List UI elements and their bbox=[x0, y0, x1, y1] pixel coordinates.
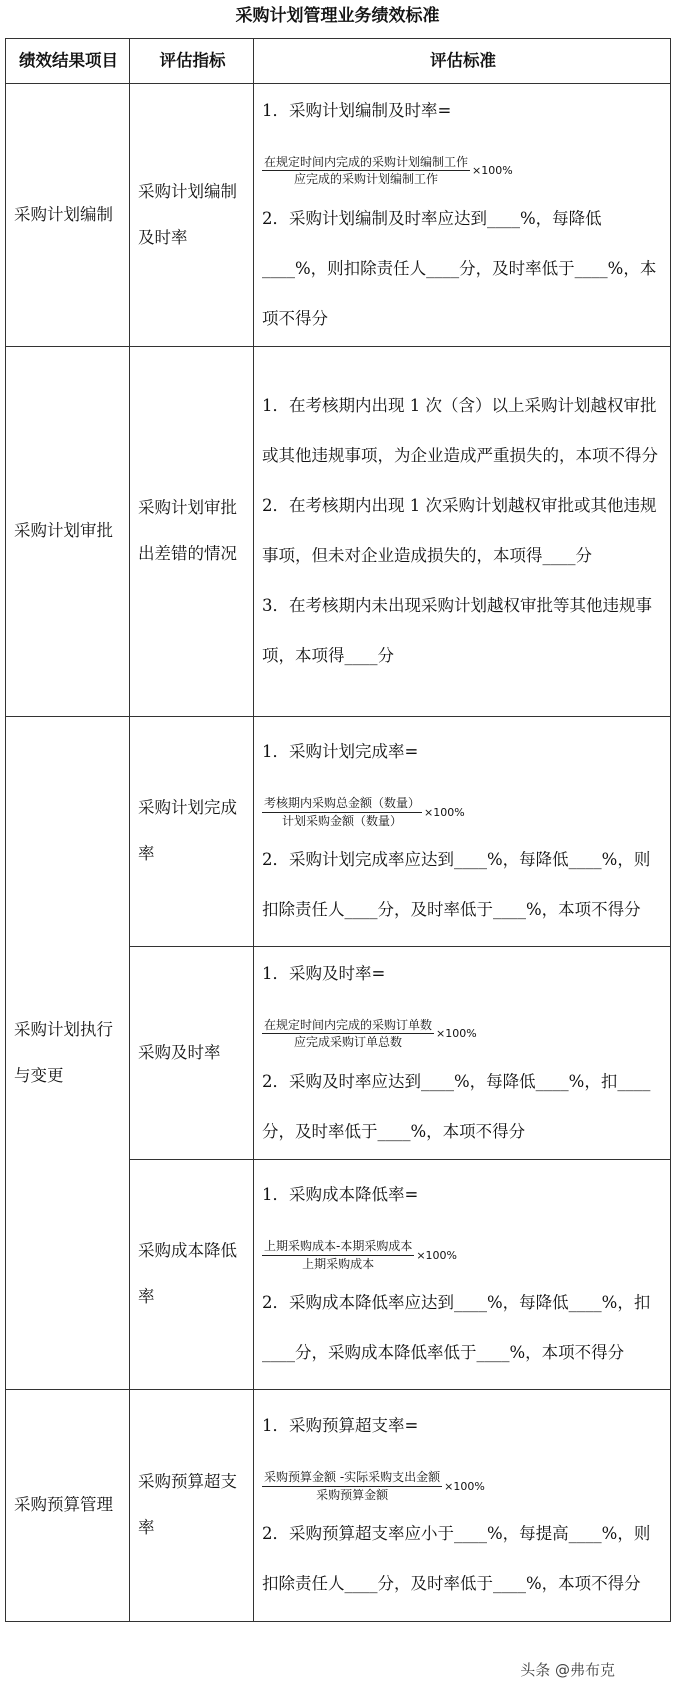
table-header-row bbox=[6, 39, 671, 84]
fraction-multiplier: ×100% bbox=[416, 1248, 458, 1262]
table-row bbox=[6, 84, 671, 347]
standard-line: 3．在考核期内未出现采购计划越权审批等其他违规事项，本项得____分 bbox=[262, 596, 652, 666]
standard-line: 2．采购成本降低率应达到____%，每降低____%，扣____分，采购成本降低率低于____%，本项不得分 bbox=[262, 1293, 651, 1363]
fraction-denominator: 应完成采购订单总数 bbox=[294, 1035, 403, 1050]
cell-indicator: 采购计划审批出差错的情况 bbox=[130, 346, 254, 716]
cell-indicator: 采购计划完成率 bbox=[130, 716, 254, 946]
table-row bbox=[6, 1389, 671, 1621]
cell-standard bbox=[254, 716, 671, 946]
standard-line: 1．在考核期内出现 1 次（含）以上采购计划越权审批或其他违规事项，为企业造成严重损失的，本项不得分 bbox=[262, 396, 658, 466]
fraction-multiplier: ×100% bbox=[436, 1027, 477, 1041]
fraction-numerator: 采购预算金额 -实际采购支出金额 bbox=[262, 1470, 442, 1486]
standard-line: 2．采购计划编制及时率应达到____%，每降低____%，则扣除责任人____分，及时率低于____%，本项不得分 bbox=[262, 208, 657, 328]
cell-standard bbox=[254, 1159, 671, 1389]
table-row bbox=[6, 346, 671, 716]
fraction-multiplier: ×100% bbox=[472, 164, 513, 178]
fraction-denominator: 采购预算金额 bbox=[316, 1487, 389, 1502]
formula-fraction bbox=[262, 789, 465, 835]
fraction-numerator: 在规定时间内完成的采购订单数 bbox=[262, 1018, 434, 1034]
cell-item: 采购计划编制 bbox=[6, 84, 130, 347]
header-item: 绩效结果项目 bbox=[6, 39, 130, 84]
standard-line: 2．采购及时率应达到____%，每降低____%，扣____分，及时率低于____%，本项不得分 bbox=[262, 1071, 651, 1141]
standard-line: 1．采购计划编制及时率= bbox=[262, 101, 452, 120]
formula-fraction bbox=[262, 1011, 477, 1057]
standard-line: 1．采购及时率= bbox=[262, 963, 386, 983]
cell-indicator: 采购及时率 bbox=[130, 946, 254, 1159]
fraction-numerator: 上期采购成本-本期采购成本 bbox=[262, 1239, 414, 1255]
fraction-numerator: 考核期内采购总金额（数量） bbox=[262, 796, 422, 812]
cell-indicator: 采购成本降低率 bbox=[130, 1159, 254, 1389]
table-row bbox=[6, 716, 671, 946]
cell-item: 采购预算管理 bbox=[6, 1389, 130, 1621]
fraction-denominator: 计划采购金额（数量） bbox=[282, 813, 403, 828]
formula-fraction bbox=[262, 148, 513, 194]
cell-standard bbox=[254, 1389, 671, 1621]
cell-indicator: 采购计划编制及时率 bbox=[130, 84, 254, 347]
cell-item: 采购计划执行与变更 bbox=[6, 716, 130, 1389]
cell-standard bbox=[254, 946, 671, 1159]
performance-table bbox=[5, 38, 671, 1622]
standard-line: 1．采购成本降低率= bbox=[262, 1185, 419, 1205]
standard-line: 2．在考核期内出现 1 次采购计划越权审批或其他违规事项，但未对企业造成损失的，本项得____分 bbox=[262, 496, 657, 566]
standard-line: 2．采购计划完成率应达到____%，每降低____%，则扣除责任人____分，及时率低于____%，本项不得分 bbox=[262, 850, 651, 920]
fraction-multiplier: ×100% bbox=[424, 805, 465, 819]
cell-item: 采购计划审批 bbox=[6, 346, 130, 716]
fraction-multiplier: ×100% bbox=[444, 1479, 485, 1493]
standard-line: 2．采购预算超支率应小于____%，每提高____%，则扣除责任人____分，及时率低于____%，本项不得分 bbox=[262, 1524, 651, 1594]
header-standard: 评估标准 bbox=[254, 39, 671, 84]
fraction-numerator: 在规定时间内完成的采购计划编制工作 bbox=[262, 155, 470, 171]
cell-standard bbox=[254, 84, 671, 347]
cell-standard bbox=[254, 346, 671, 716]
page-title: 采购计划管理业务绩效标准 bbox=[235, 6, 440, 26]
header-indicator: 评估指标 bbox=[130, 39, 254, 84]
formula-fraction bbox=[262, 1463, 485, 1509]
formula-fraction bbox=[262, 1232, 457, 1278]
watermark: 头条 @弗布克 bbox=[520, 1661, 615, 1679]
standard-line: 1．采购计划完成率= bbox=[262, 742, 419, 762]
cell-indicator: 采购预算超支率 bbox=[130, 1389, 254, 1621]
fraction-denominator: 上期采购成本 bbox=[302, 1256, 375, 1271]
standard-line: 1．采购预算超支率= bbox=[262, 1416, 419, 1436]
fraction-denominator: 应完成的采购计划编制工作 bbox=[294, 172, 439, 187]
